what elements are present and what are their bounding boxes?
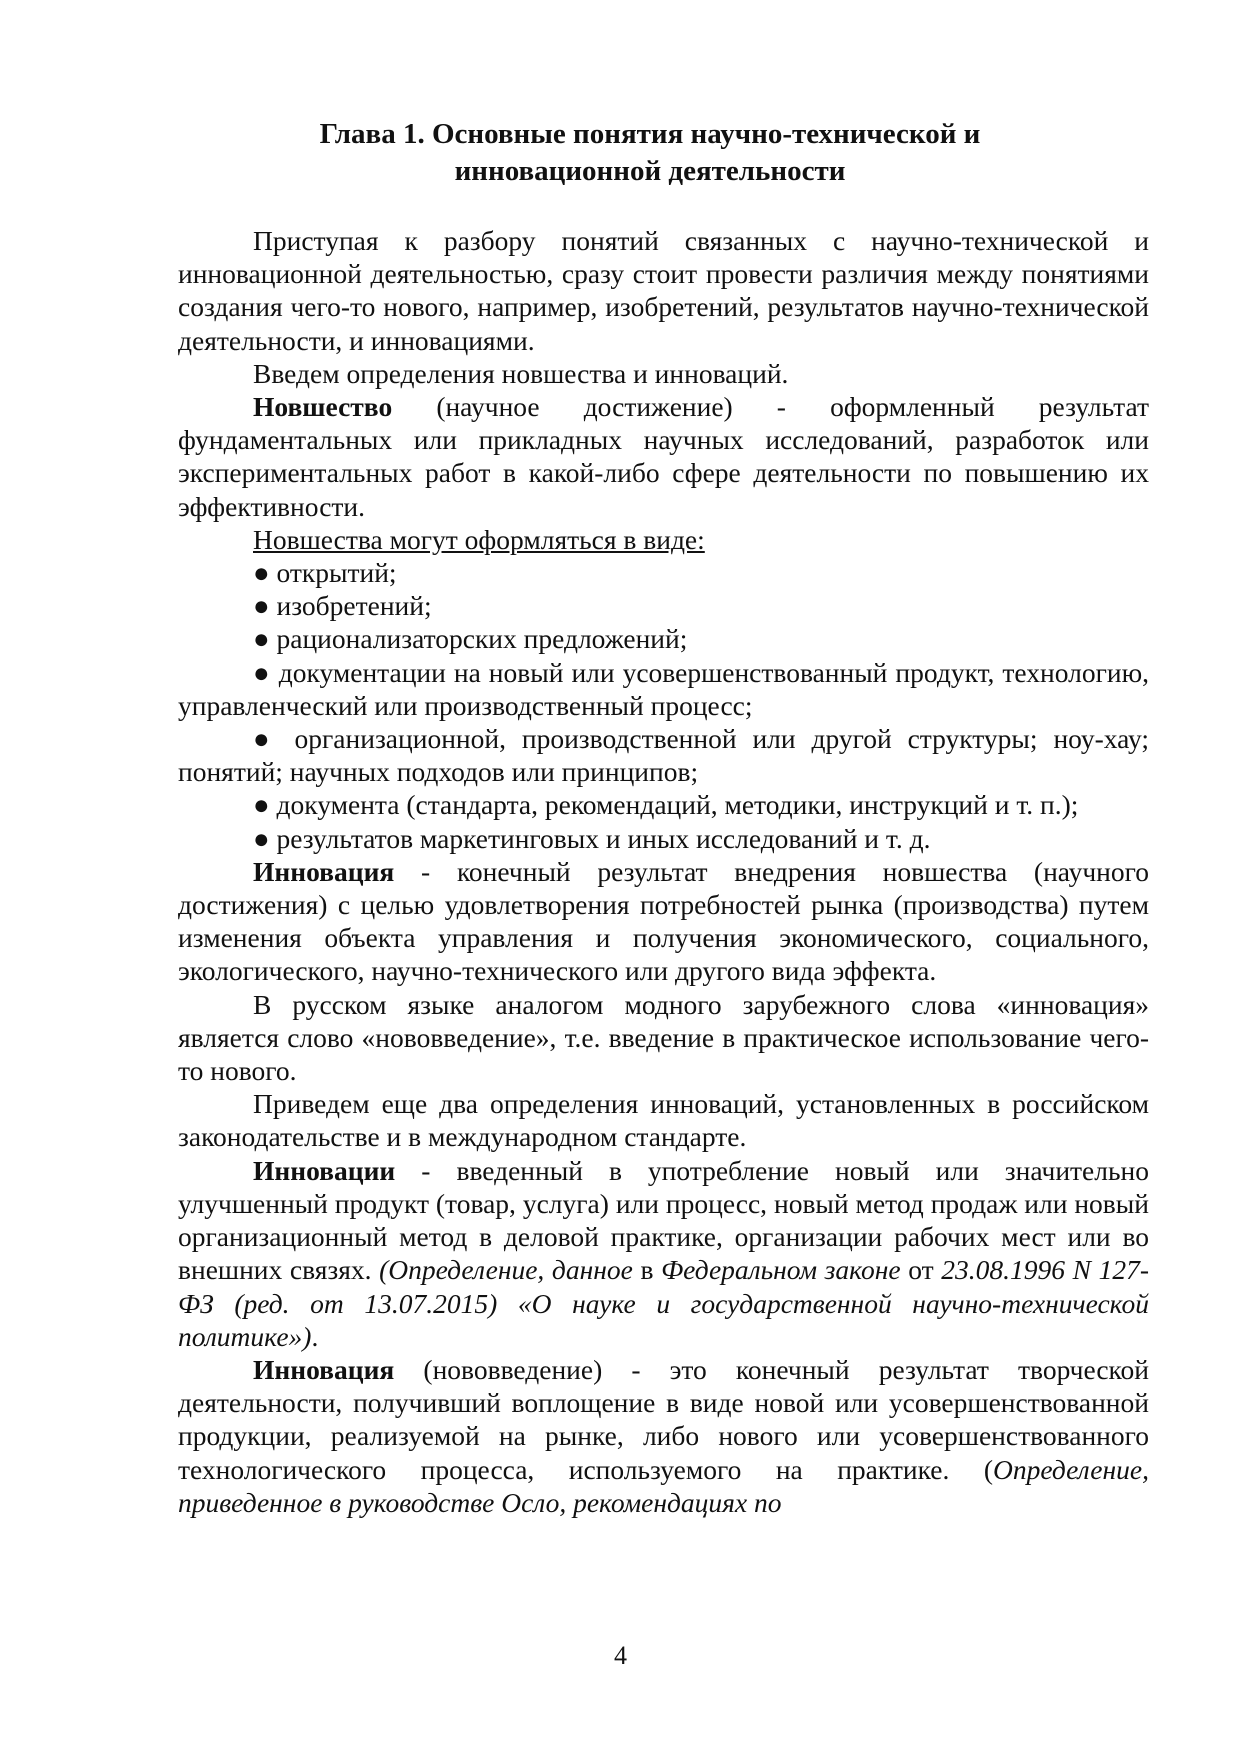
innovation-term-1: Инновация xyxy=(253,855,395,887)
forms-heading xyxy=(178,523,1149,556)
innovation-definition-3 xyxy=(178,1353,1149,1519)
list-item: ● рационализаторских предложений; xyxy=(253,623,688,655)
list-item: ● документации на новый или усовершенствованный продукт, технологию, управленческий или производственный процесс; xyxy=(178,656,1149,721)
forms-heading-text: Новшества могут оформляться в виде: xyxy=(253,523,705,555)
source-note-a: (Определение, данное xyxy=(379,1254,633,1286)
chapter-title-line-2: инновационной деятельности xyxy=(454,155,846,187)
innovation-text-1: - конечный результат внедрения новшества (научного достижения) с целью удовлетворения потребностей рынка (производства) путем изменения объекта управления и получения экономического, социального, экологического, научно-технического или другого вида эффекта. xyxy=(178,855,1149,987)
innovation-term-2: Инновации xyxy=(253,1154,396,1186)
source-note-end: . xyxy=(311,1320,319,1352)
russian-analog-paragraph: В русском языке аналогом модного зарубежного слова «инновация» является слово «нововведение», т.е. введение в практическое использование чего-то нового. xyxy=(178,988,1149,1087)
list-item: ● открытий; xyxy=(253,557,397,589)
source-note-d: от xyxy=(900,1254,942,1286)
two-definitions-paragraph: Приведем еще два определения инноваций, установленных в российском законодательстве и в международном стандарте. xyxy=(178,1088,1149,1153)
chapter-title xyxy=(200,116,1100,190)
novshestvo-definition xyxy=(178,390,1149,523)
intro-paragraph: Приступая к разбору понятий связанных с научно-технической и инновационной деятельностью, сразу стоит провести различия между понятиями создания чего-то нового, например, изобретений, результатов научно-технической деятельности, и инновациями. xyxy=(178,225,1149,356)
list-item: ● документа (стандарта, рекомендаций, методики, инструкций и т. п.); xyxy=(253,789,1079,821)
document-body xyxy=(178,224,1149,1519)
innovation-definition-1 xyxy=(178,855,1149,988)
list-item: ● организационной, производственной или другой структуры; ноу-хау; понятий; научных подходов или принципов; xyxy=(178,723,1149,788)
innovation-text-3: (нововведение) - это конечный результат творческой деятельности, получивший воплощение в виде новой или усовершенствованной продукции, реализуемой на рынке, либо нового или усовершенствованного технологического процесса, используемого на практике. ( xyxy=(178,1353,1149,1485)
novshestvo-text: (научное достижение) - оформленный результат фундаментальных или прикладных научных исследований, разработок или экспериментальных работ в какой-либо сфере деятельности по повышению их эффективности. xyxy=(178,391,1149,522)
source-note-e: 23.08.1996 N 127-ФЗ (ред. от 13.07.2015) «О науке и государственной научно-технической политике») xyxy=(178,1254,1149,1352)
innovation-term-3: Инновация xyxy=(253,1353,395,1385)
novshestvo-term: Новшество xyxy=(253,391,393,423)
chapter-title-line-1: Глава 1. Основные понятия научно-технической и xyxy=(319,118,981,150)
source-note-c: Федеральном законе xyxy=(661,1254,901,1286)
list-item: ● результатов маркетинговых и иных исследований и т. д. xyxy=(253,822,931,854)
source-note-b: в xyxy=(632,1254,662,1286)
intro-definitions-paragraph: Введем определения новшества и инноваций. xyxy=(253,357,789,389)
innovation-definition-2 xyxy=(178,1154,1149,1353)
page-number: 4 xyxy=(614,1641,627,1670)
oslo-source-note: Определение, приведенное в руководстве Осло, рекомендациях по xyxy=(178,1453,1149,1518)
innovation-text-2: - введенный в употребление новый или значительно улучшенный продукт (товар, услуга) или процесс, новый метод продаж или новый организационный метод в деловой практике, организации рабочих мест или во внешних связях. xyxy=(178,1154,1149,1286)
list-item: ● изобретений; xyxy=(253,590,432,622)
